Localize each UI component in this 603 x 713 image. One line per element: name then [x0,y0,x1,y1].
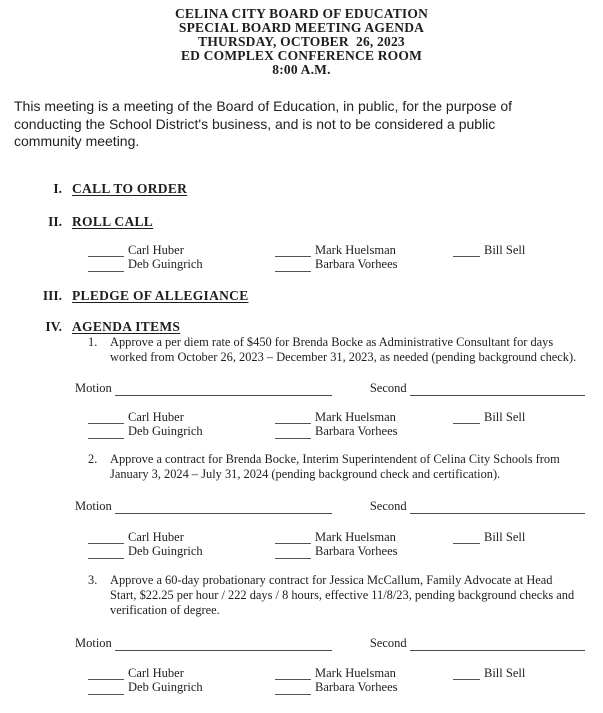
section-title: PLEDGE OF ALLEGIANCE [72,287,249,303]
member-name: Barbara Vorhees [315,424,398,438]
motion-label: Motion [75,498,112,513]
roll-call-cell [88,257,275,272]
motion-second-row [75,380,603,396]
vote-blank-line [88,667,124,680]
roll-call-cell [453,666,603,681]
vote-blank-line [275,259,311,272]
second-label: Second [369,380,407,395]
section-numeral: IV. [45,318,62,334]
roll-call-block [88,530,603,559]
vote-blank-line [88,546,124,559]
document-header [0,0,603,77]
roll-call-cell [88,666,275,681]
member-name: Barbara Vorhees [315,680,398,694]
second-blank-line [410,500,585,514]
vote-blank-line [275,667,311,680]
roll-call-cell [88,410,275,425]
motion-blank-line [115,382,332,396]
agenda-item-2 [88,452,603,482]
roll-call-cell [275,544,453,559]
member-name: Mark Huelsman [315,529,396,544]
roll-call-cell-empty [453,424,603,439]
header-meeting-location: ED COMPLEX CONFERENCE ROOM [180,48,423,63]
roll-call-block [88,410,603,439]
roll-call-cell [453,410,603,425]
member-name: Mark Huelsman [315,665,396,680]
member-name: Mark Huelsman [315,409,396,424]
section-call-to-order [14,181,603,197]
item-number: 2. [88,451,98,466]
vote-blank-line [275,244,311,257]
agenda-item-1 [88,335,603,365]
header-org-name: CELINA CITY BOARD OF EDUCATION [174,6,429,21]
motion-second-row [75,635,603,651]
roll-call-cell [88,424,275,439]
roll-call-cell-empty [453,257,603,272]
vote-blank-line [275,411,311,424]
roll-call-cell [453,530,603,545]
second-label: Second [369,498,407,513]
vote-blank-line [275,682,311,695]
member-name: Bill Sell [484,409,526,424]
vote-blank-line [88,259,124,272]
member-name: Bill Sell [484,242,526,257]
intro-paragraph: This meeting is a meeting of the Board of Education, in public, for the purpose of conducting the School District's business, and is not to be considered a public community meeting. [14,98,513,149]
member-name: Carl Huber [128,665,184,680]
member-name: Deb Guingrich [128,680,203,694]
second-blank-line [410,382,585,396]
vote-blank-line [453,244,480,257]
motion-second-row [75,498,603,514]
section-numeral: I. [53,180,62,196]
roll-call-cell [275,424,453,439]
member-name: Bill Sell [484,665,526,680]
header-meeting-date: THURSDAY, OCTOBER 26, 2023 [198,34,405,49]
second-blank-line [410,637,585,651]
roll-call-cell [275,666,453,681]
member-name: Deb Guingrich [128,257,203,271]
member-name: Carl Huber [128,529,184,544]
motion-label: Motion [75,380,112,395]
section-title: CALL TO ORDER [72,180,188,196]
vote-blank-line [453,531,480,544]
roll-call-cell [275,530,453,545]
vote-blank-line [275,531,311,544]
second-label: Second [369,635,407,650]
section-title: AGENDA ITEMS [72,318,181,334]
vote-blank-line [88,682,124,695]
agenda-item-3 [88,573,603,618]
roll-call-cell-empty [453,680,603,695]
roll-call-cell [275,410,453,425]
item-text: Approve a per diem rate of $450 for Brenda Bocke as Administrative Consultant for days worked from October 26, 2023 – December 31, 2023, as needed (pending background check). [110,334,577,364]
motion-blank-line [115,500,332,514]
roll-call-cell [275,243,453,258]
roll-call-cell [453,243,603,258]
section-agenda-items [14,319,603,335]
member-name: Deb Guingrich [128,544,203,558]
roll-call-cell [88,544,275,559]
member-name: Carl Huber [128,409,184,424]
member-name: Deb Guingrich [128,424,203,438]
section-title: ROLL CALL [72,213,154,229]
roll-call-cell [88,243,275,258]
section-numeral: III. [42,287,62,303]
member-name: Barbara Vorhees [315,544,398,558]
member-name: Carl Huber [128,242,184,257]
roll-call-cell-empty [453,544,603,559]
header-meeting-time: 8:00 A.M. [272,62,331,77]
item-text: Approve a contract for Brenda Bocke, Interim Superintendent of Celina City Schools from January 3, 2024 – July 31, 2024 (pending background check and certification). [110,451,560,481]
vote-blank-line [88,411,124,424]
roll-call-block [88,243,603,272]
vote-blank-line [275,546,311,559]
roll-call-cell [88,530,275,545]
roll-call-block [88,666,603,695]
motion-label: Motion [75,635,112,650]
item-number: 1. [88,334,98,349]
vote-blank-line [88,426,124,439]
header-meeting-type: SPECIAL BOARD MEETING AGENDA [178,20,425,35]
vote-blank-line [88,244,124,257]
item-number: 3. [88,572,98,587]
item-text: Approve a 60-day probationary contract for Jessica McCallum, Family Advocate at Head Start, $22.25 per hour / 222 days / 8 hours, effective 11/8/23, pending background checks and verification of degree. [110,572,575,617]
section-pledge [14,288,603,304]
member-name: Bill Sell [484,529,526,544]
member-name: Mark Huelsman [315,242,396,257]
section-roll-call [14,214,603,230]
motion-blank-line [115,637,332,651]
vote-blank-line [453,667,480,680]
vote-blank-line [453,411,480,424]
roll-call-cell [275,680,453,695]
roll-call-cell [88,680,275,695]
section-numeral: II. [48,213,62,229]
roll-call-cell [275,257,453,272]
vote-blank-line [88,531,124,544]
vote-blank-line [275,426,311,439]
member-name: Barbara Vorhees [315,257,398,271]
